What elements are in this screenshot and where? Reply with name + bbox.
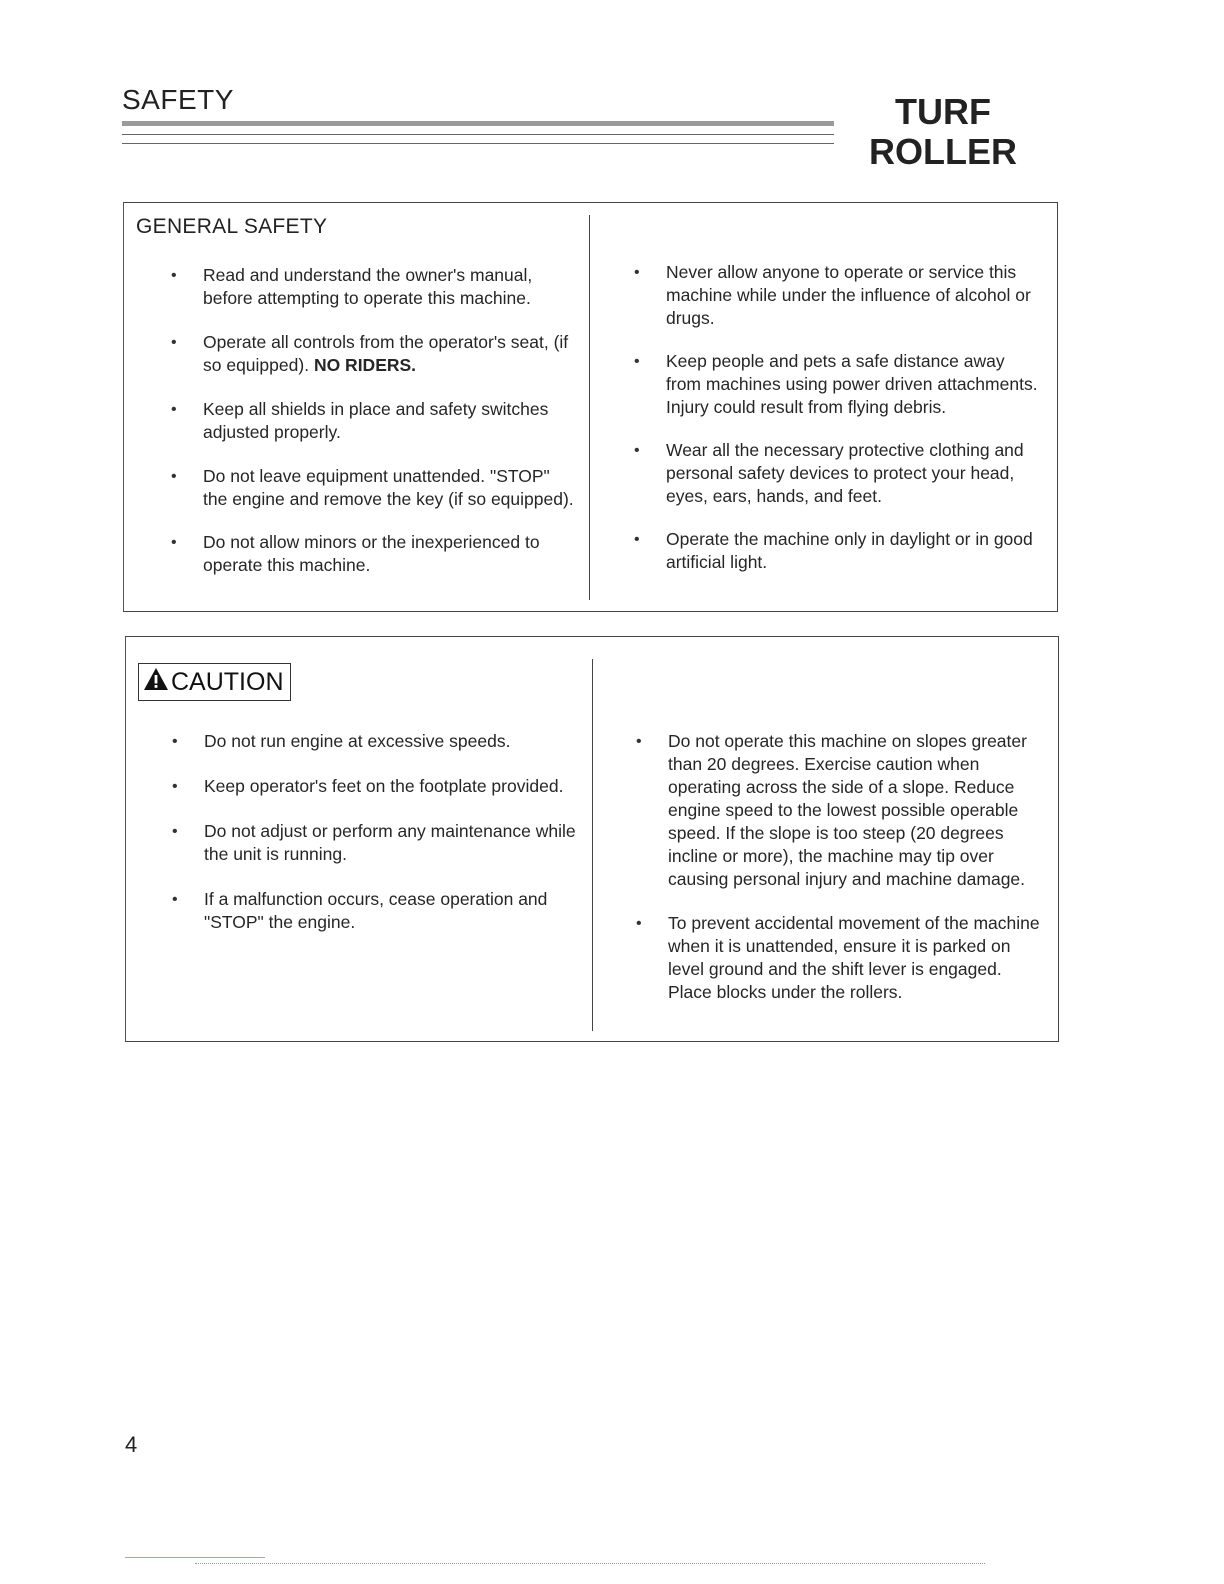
footer-dotted-line: [195, 1563, 985, 1564]
list-item: • Do not operate this machine on slopes greater than 20 degrees. Exercise caution when operating across the side of a slope. Reduce engine speed to the lowest possible operable speed. If the slope is too steep (20 degrees incline or more), the machine may tip over causing personal injury and machine damage.: [636, 730, 1048, 891]
list-item: • Do not adjust or perform any maintenance while the unit is running.: [172, 820, 592, 866]
caution-right-list: [636, 730, 1048, 1004]
product-title-line2: ROLLER: [869, 131, 1017, 172]
caution-box: [125, 636, 1059, 1042]
general-safety-title: GENERAL SAFETY: [136, 215, 328, 238]
header-rule-thick: [122, 121, 834, 126]
product-title: [858, 92, 1028, 172]
general-safety-box: [123, 202, 1058, 612]
list-item: • Do not leave equipment unattended. "STOP" the engine and remove the key (if so equipped).: [171, 465, 576, 511]
general-safety-left-list: [171, 264, 576, 577]
footer-line: [125, 1557, 265, 1558]
list-item: • Read and understand the owner's manual, before attempting to operate this machine.: [171, 264, 576, 310]
caution-label-box: [138, 663, 291, 701]
column-divider: [589, 215, 590, 600]
list-item: • Do not allow minors or the inexperienced to operate this machine.: [171, 531, 576, 577]
list-item: • Operate the machine only in daylight or in good artificial light.: [634, 528, 1044, 574]
column-divider: [592, 659, 593, 1031]
page-number: 4: [125, 1432, 138, 1457]
list-item: • If a malfunction occurs, cease operation and "STOP" the engine.: [172, 888, 592, 934]
list-item: • Never allow anyone to operate or service this machine while under the influence of alcohol or drugs.: [634, 261, 1044, 330]
section-title: SAFETY: [122, 84, 234, 115]
list-item: • Keep operator's feet on the footplate provided.: [172, 775, 592, 798]
list-item: • Keep people and pets a safe distance away from machines using power driven attachments. Injury could result from flying debris.: [634, 350, 1044, 419]
list-item: • Keep all shields in place and safety switches adjusted properly.: [171, 398, 576, 444]
caution-label: CAUTION: [171, 667, 284, 696]
list-item: • To prevent accidental movement of the machine when it is unattended, ensure it is parked on level ground and the shift lever is engaged. Place blocks under the rollers.: [636, 912, 1048, 1004]
caution-left-list: [172, 730, 592, 934]
warning-triangle-icon: [143, 667, 169, 698]
product-title-line1: TURF: [895, 91, 991, 132]
list-item-text: Operate all controls from the operator's seat, (if so equipped).: [203, 332, 569, 375]
list-item: [171, 331, 576, 377]
list-item: • Wear all the necessary protective clothing and personal safety devices to protect your head, eyes, ears, hands, and feet.: [634, 439, 1044, 508]
header-rule-thin: [122, 143, 834, 144]
general-safety-right-list: [634, 261, 1044, 574]
no-riders-emphasis: NO RIDERS.: [313, 355, 417, 375]
list-item: • Do not run engine at excessive speeds.: [172, 730, 592, 753]
header-rule-thin: [122, 134, 834, 135]
